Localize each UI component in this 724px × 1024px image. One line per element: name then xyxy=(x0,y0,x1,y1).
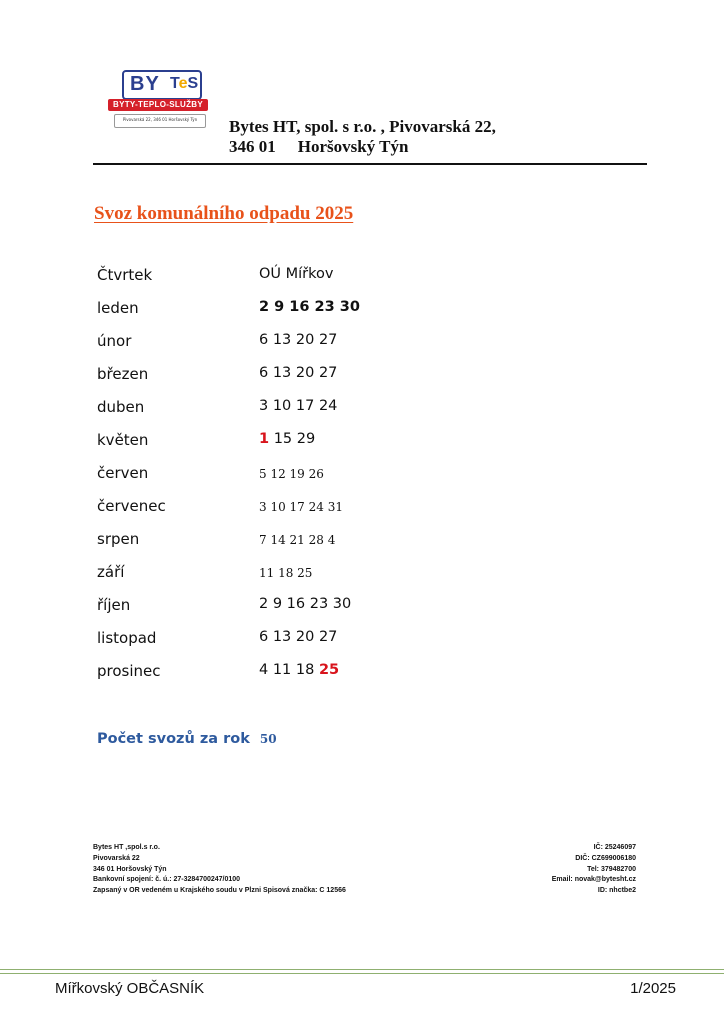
schedule-row-unor xyxy=(97,332,497,365)
schedule-row-cerven xyxy=(97,464,497,497)
dates: 6 13 20 27 xyxy=(259,332,338,348)
company-city: 346 01 Horšovský Týn xyxy=(229,137,409,156)
month-label: září xyxy=(97,563,125,581)
footer-line: 346 01 Horšovský Týn xyxy=(93,865,167,873)
dates: 3 10 17 24 31 xyxy=(259,500,343,514)
company-line1: Bytes HT, spol. s r.o. , Pivovarská 22, xyxy=(229,117,496,136)
logo-sub: Pivovarská 22, 346 01 Horšovský Týn xyxy=(114,114,206,128)
schedule-header-row xyxy=(97,266,497,299)
page-footer-divider xyxy=(0,969,724,974)
header-divider xyxy=(93,163,647,165)
logo-by: BY xyxy=(130,73,160,95)
month-label: leden xyxy=(97,299,139,317)
footer-line: Zapsaný v OR vedeném u Krajského soudu v Plzni Spisová značka: C 12566 xyxy=(93,887,346,895)
month-label: červen xyxy=(97,464,149,482)
count-value: 50 xyxy=(259,732,277,746)
footer-line: ID: nhctbe2 xyxy=(597,887,636,895)
company-header xyxy=(229,117,496,157)
month-label: březen xyxy=(97,365,149,383)
footer-line: Pivovarská 22 xyxy=(93,854,140,862)
month-label: srpen xyxy=(97,530,140,548)
footer-line: Bytes HT ,spol.s r.o. xyxy=(93,844,160,851)
dates: 5 12 19 26 xyxy=(259,467,324,481)
dates: 3 10 17 24 xyxy=(259,398,338,414)
dates: 11 18 25 xyxy=(259,566,313,580)
month-label: květen xyxy=(97,431,149,449)
logo-strip: BYTY-TEPLO-SLUŽBY xyxy=(108,99,208,111)
dates: 6 13 20 27 xyxy=(259,629,338,645)
holiday-date: 1 xyxy=(259,431,270,447)
dates: 1 15 29 xyxy=(259,431,316,447)
day-header: Čtvrtek xyxy=(97,266,153,284)
schedule-row-listopad xyxy=(97,629,497,662)
footer-line: DIČ: CZ699006180 xyxy=(575,854,636,862)
month-label: říjen xyxy=(97,596,131,614)
magazine-name: Mířkovský OBČASNÍK xyxy=(55,980,205,997)
schedule-row-srpen xyxy=(97,530,497,563)
footer-line: IČ: 25246097 xyxy=(593,844,636,851)
month-label: listopad xyxy=(97,629,157,647)
dates: 7 14 21 28 4 xyxy=(259,533,336,547)
month-label: červenec xyxy=(97,497,166,515)
footer-line: Tel: 379482700 xyxy=(587,865,636,873)
dates: 6 13 20 27 xyxy=(259,365,338,381)
schedule-row-leden xyxy=(97,299,497,332)
schedule-row-cervenec xyxy=(97,497,497,530)
schedule-row-duben xyxy=(97,398,497,431)
schedule-row-zari xyxy=(97,563,497,596)
dates: 2 9 16 23 30 xyxy=(259,299,360,315)
issue-number: 1/2025 xyxy=(630,980,676,997)
logo-mark xyxy=(122,70,202,100)
holiday-date: 25 xyxy=(318,662,340,678)
footer-company-info xyxy=(93,843,346,897)
schedule-row-brezen xyxy=(97,365,497,398)
month-label: únor xyxy=(97,332,132,350)
dates: 4 11 18 25 xyxy=(259,662,340,678)
collection-count xyxy=(97,728,277,747)
month-label: prosinec xyxy=(97,662,161,680)
schedule-row-kveten xyxy=(97,431,497,464)
footer-contact-info xyxy=(552,843,636,897)
dates: 2 9 16 23 30 xyxy=(259,596,352,612)
month-label: duben xyxy=(97,398,145,416)
company-logo xyxy=(108,70,212,128)
place-header: OÚ Mířkov xyxy=(259,266,334,282)
footer-line: Bankovní spojení: č. ú.: 27-3284700247/0100 xyxy=(93,876,241,884)
logo-tes: TeS xyxy=(170,75,199,92)
schedule-row-prosinec xyxy=(97,662,497,695)
schedule-row-rijen xyxy=(97,596,497,629)
footer-line: Email: novak@bytesht.cz xyxy=(551,876,636,884)
collection-schedule xyxy=(97,266,497,695)
count-label: Počet svozů za rok xyxy=(97,731,250,747)
document-title: Svoz komunálního odpadu 2025 xyxy=(94,203,354,224)
